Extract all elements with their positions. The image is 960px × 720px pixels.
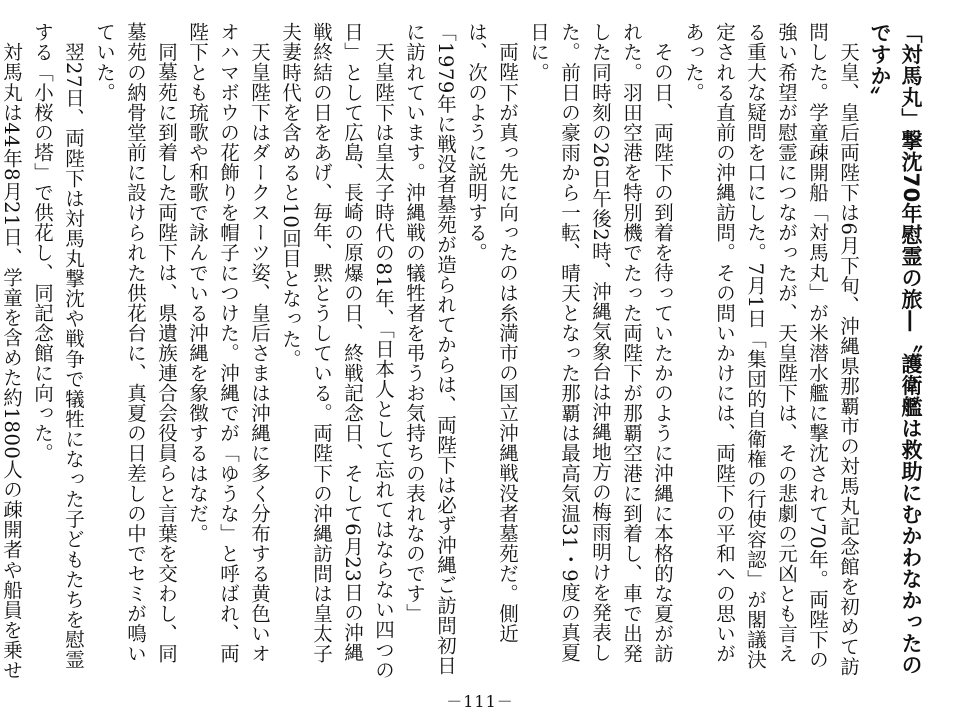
article-heading: 「対馬丸」撃沈70年慰霊の旅―〝護衛艦は救助にむかわなかったのですか〟	[868, 22, 923, 676]
paragraph-tsushima-maru: 対馬丸は44年8月21日、学童を含めた約1800人の疎開者や船員を乗せ	[0, 41, 23, 680]
vertical-text-body	[0, 22, 926, 682]
paragraph-kozakura-tower: 翌27日、両陛下は対馬丸撃沈や戦争で犠牲になった子どもたちを慰霊する「小桜の塔」で供花し、同記念館に向った。	[31, 22, 85, 669]
paragraph-arrival-day: その日、両陛下の到着を待っていたかのように沖縄に本格的な夏が訪れた。羽田空港を特別機でたった両陛下が那覇空港に到着し、車で出発した同時刻の26日午後2時、沖縄気象台は沖縄地方の梅雨明けを発表した。前日の豪雨から一転、晴天となった那覇は最高気温31・9度の真夏日に。	[527, 22, 674, 664]
paragraph-four-days: 天皇陛下は皇太子時代の81年、「日本人として忘れてはならない四つの日」として広島、長崎の原爆の日、終戦記念日、そして6月23日の沖縄戦終結の日をあげ、毎年、黙とうしている。両陛下の沖縄訪問は皇太子夫妻時代を含めると10回目となった。	[279, 22, 395, 680]
paragraph-ossuary: 同墓苑に到着した両陛下は、県遺族連合会役員らと言葉を交わし、同墓苑の納骨堂前に設けられた供花台に、真夏の日差しの中でセミが鳴いていた。	[93, 22, 178, 664]
paragraph-aide-quote: 「1979年に戦没者墓苑が造られてからは、両陛下は必ず沖縄ご訪問初日に訪れています。沖縄戦の犠牲者を弔うお気持ちの表れなのです」	[403, 22, 457, 676]
paragraph-cemetery-visit: 両陛下が真っ先に向ったのは糸満市の国立沖縄戦没者墓苑だ。側近は、次のように説明する。	[465, 22, 519, 643]
page-number: －111－	[446, 692, 514, 711]
paragraph-attire: 天皇陛下はダークスーツ姿、皇后さまは沖縄に多く分布する黄色いオオハマボウの花飾りを帽子につけた。沖縄でが「ゆうな」と呼ばれ、両陛下とも琉歌や和歌で詠んでいる沖縄を象徴するはなだ。	[186, 22, 271, 664]
paragraph-intro: 天皇、皇后両陛下は6月下旬、沖縄県那覇市の対馬丸記念館を初めて訪問した。学童疎開船「対馬丸」が米潜水艦に撃沈されて70年。両陛下の強い希望が慰霊につながったが、天皇陛下は、その悲劇の元凶とも言える重大な疑問を口にした。7月1日「集団的自衛権の行使容認」が閣議決定される直前の沖縄訪問。その問いかけには、両陛下の平和への思いがあった。	[682, 22, 860, 677]
